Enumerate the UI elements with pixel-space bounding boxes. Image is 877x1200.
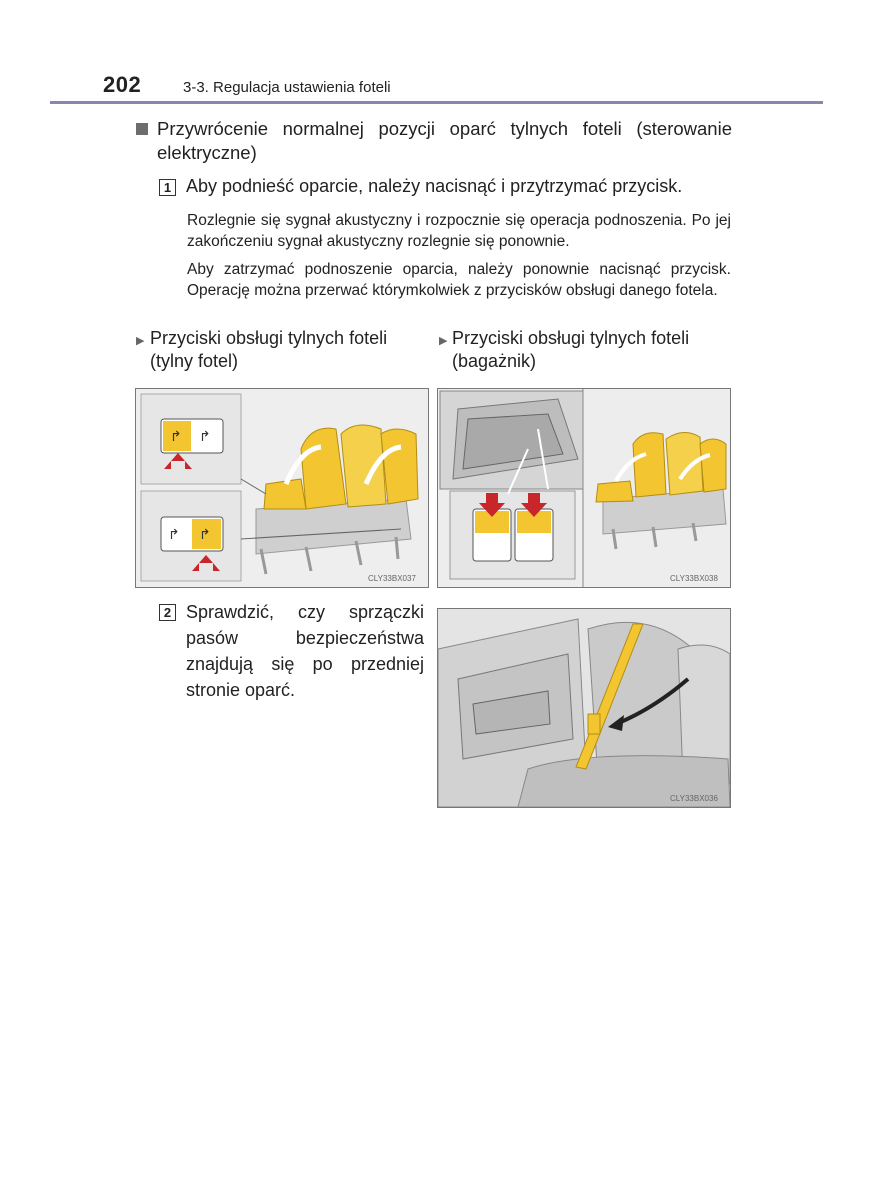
- figure-code: CLY33BX037: [368, 574, 416, 583]
- page-number: 202: [103, 72, 142, 97]
- figure-luggage-buttons: [437, 388, 731, 588]
- section-bullet-icon: [136, 123, 148, 135]
- figure-rear-seat-buttons: [135, 388, 429, 588]
- triangle-bullet-icon: ▶: [136, 335, 145, 347]
- figure-code: CLY33BX036: [670, 794, 718, 803]
- step-1-number: 1: [159, 179, 176, 196]
- header-rule: [50, 101, 823, 104]
- step-1-paragraph-1: Rozlegnie się sygnał akustyczny i rozpocznie się operacja podnoszenia. Po jej zakończeniu sygnał akustyczny rozlegnie się ponownie.: [187, 212, 731, 250]
- step-2-number: 2: [159, 604, 176, 621]
- svg-text:↱: ↱: [170, 428, 182, 444]
- subheading-luggage-buttons: Przyciski obsługi tylnych foteli (bagażnik): [452, 328, 690, 371]
- figure-code: CLY33BX038: [670, 574, 718, 583]
- triangle-bullet-icon: ▶: [439, 335, 448, 347]
- step-2-text: Sprawdzić, czy sprzączki pasów bezpieczeństwa znajdują się po przedniej stronie oparć.: [186, 602, 424, 700]
- section-title: 3-3. Regulacja ustawienia foteli: [183, 79, 391, 96]
- step-1-paragraph-2: Aby zatrzymać podnoszenie oparcia, należy ponownie nacisnąć przycisk. Operację można przerwać którymkolwiek z przycisków obsługi danego fotela.: [187, 261, 731, 299]
- figure-seat-belt-buckles: [437, 608, 731, 808]
- svg-text:↱: ↱: [199, 428, 211, 444]
- svg-text:↱: ↱: [199, 526, 211, 542]
- step-1-text: Aby podnieść oparcie, należy nacisnąć i przytrzymać przycisk.: [186, 176, 683, 196]
- svg-text:↱: ↱: [168, 526, 180, 542]
- section-heading: Przywrócenie normalnej pozycji oparć tylnych foteli (sterowanie elektryczne): [157, 118, 732, 163]
- subheading-rear-seat-buttons: Przyciski obsługi tylnych foteli (tylny fotel): [150, 328, 388, 371]
